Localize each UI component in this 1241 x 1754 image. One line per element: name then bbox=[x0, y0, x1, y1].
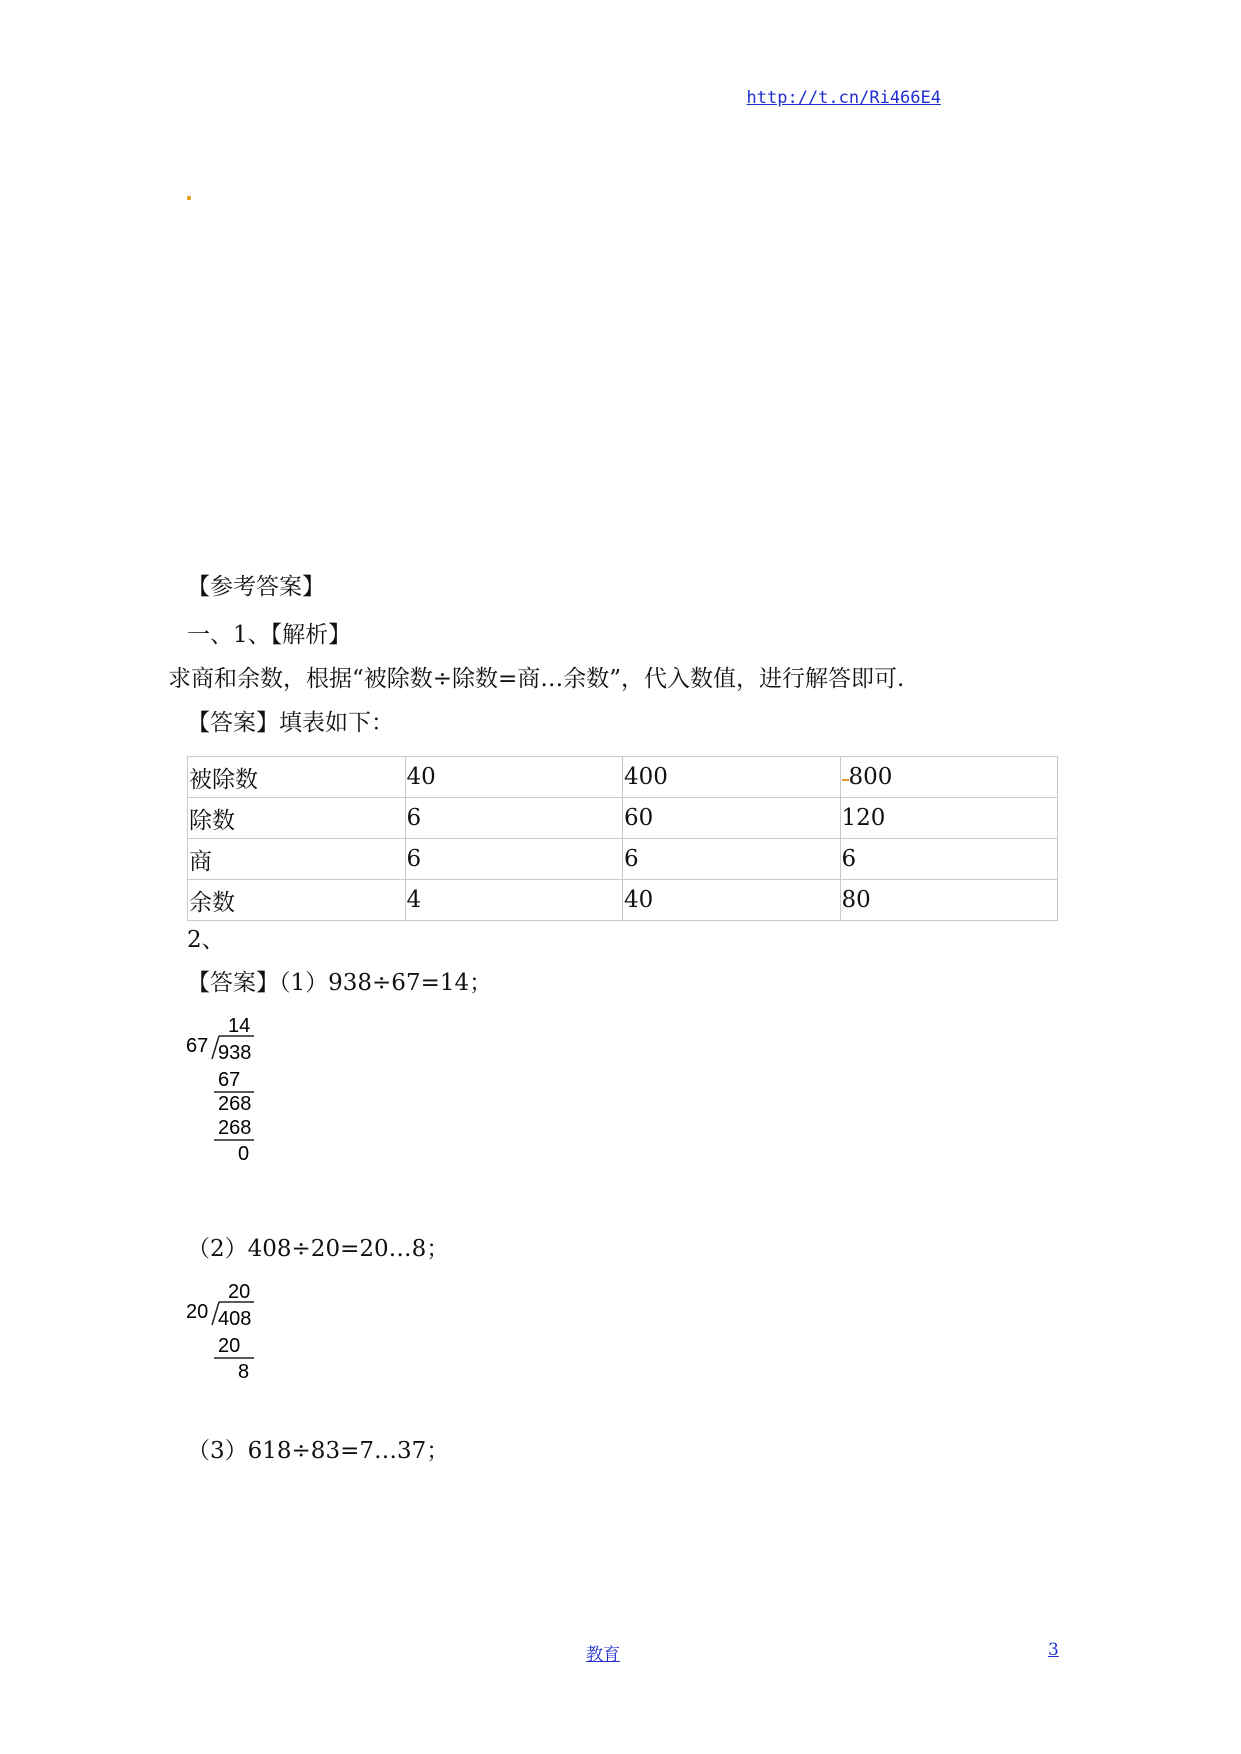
quotient: 20 bbox=[228, 1281, 251, 1303]
orange-dot-mark bbox=[187, 196, 191, 200]
step-value: 268 bbox=[218, 1093, 252, 1115]
table-cell: 被除数 bbox=[188, 757, 406, 798]
divisor: 67 bbox=[186, 1035, 209, 1057]
table-cell: 40 bbox=[623, 880, 841, 921]
step-value: 0 bbox=[238, 1143, 250, 1165]
orange-edit-mark bbox=[842, 779, 849, 781]
q2-label: 2、 bbox=[187, 927, 225, 953]
long-division-2 bbox=[184, 1272, 274, 1382]
table-cell: 60 bbox=[623, 798, 841, 839]
footer-link[interactable]: 教育 bbox=[586, 1645, 620, 1665]
q1-heading: 一、1、【解析】 bbox=[187, 622, 352, 648]
table-cell: 40 bbox=[405, 757, 623, 798]
page-number: 3 bbox=[1048, 1640, 1059, 1660]
table-cell: 6 bbox=[840, 839, 1058, 880]
table-cell-value: 800 bbox=[848, 764, 893, 790]
header-link[interactable]: http://t.cn/Ri466E4 bbox=[746, 88, 941, 108]
quotient: 14 bbox=[228, 1015, 251, 1037]
table-row bbox=[188, 880, 1058, 921]
step-value: 268 bbox=[218, 1117, 252, 1139]
table-cell: 余数 bbox=[188, 880, 406, 921]
q1-answer-intro: 【答案】填表如下： bbox=[187, 710, 394, 736]
q2-answer-1: 【答案】（1）938÷67=14； bbox=[187, 970, 493, 996]
table-cell: 120 bbox=[840, 798, 1058, 839]
table-cell: 6 bbox=[405, 839, 623, 880]
table-cell: 400 bbox=[623, 757, 841, 798]
step-value: 8 bbox=[238, 1361, 250, 1382]
q2-answer-2: （2）408÷20=20…8； bbox=[187, 1236, 450, 1262]
section-title: 【参考答案】 bbox=[187, 574, 325, 600]
q1-analysis: 求商和余数，根据“被除数÷除数=商…余数”，代入数值，进行解答即可. bbox=[168, 666, 905, 692]
table-cell: 6 bbox=[405, 798, 623, 839]
answer-table bbox=[187, 756, 1058, 921]
table-cell: 80 bbox=[840, 880, 1058, 921]
table-cell: 6 bbox=[623, 839, 841, 880]
step-value: 67 bbox=[218, 1069, 241, 1091]
q2-answer-3: （3）618÷83=7…37； bbox=[187, 1438, 450, 1464]
dividend: 408 bbox=[218, 1308, 252, 1330]
divisor: 20 bbox=[186, 1301, 209, 1323]
table-cell: 商 bbox=[188, 839, 406, 880]
table-row bbox=[188, 839, 1058, 880]
table-cell: 4 bbox=[405, 880, 623, 921]
dividend: 938 bbox=[218, 1042, 252, 1064]
table-row bbox=[188, 757, 1058, 798]
step-value: 20 bbox=[218, 1335, 241, 1357]
table-cell: 除数 bbox=[188, 798, 406, 839]
table-row bbox=[188, 798, 1058, 839]
table-cell bbox=[840, 757, 1058, 798]
long-division-1 bbox=[184, 1006, 274, 1166]
